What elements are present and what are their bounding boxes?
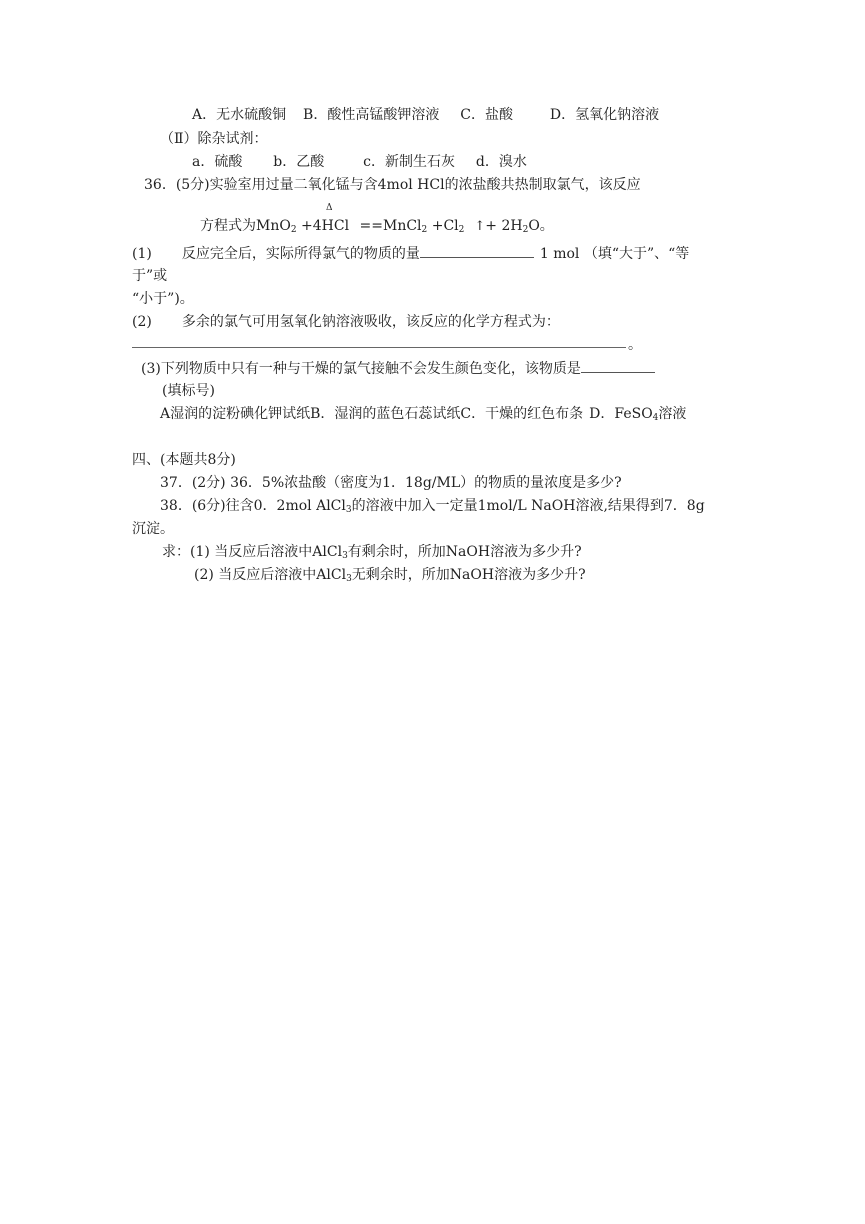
equals-sign: ==: [359, 218, 383, 234]
q36-part1-cont1: 于”或: [132, 268, 168, 284]
q36-part3-options: A湿润的淀粉碘化钾试纸B．湿润的蓝色石蕊试纸C．干燥的红色布条 D．FeSO$_4$溶液: [160, 406, 687, 423]
q36-part1: (1) 反应完全后，实际所得氯气的物质的量 1 mol （填“大于”、“等: [132, 246, 690, 262]
q36-part3: (3)下列物质中只有一种与干燥的氯气接触不会发生颜色变化，该物质是: [141, 359, 655, 378]
q38-ask-1: 求：(1) 当反应后溶液中AlCl$_3$有剩余时，所加NaOH溶液为多少升?: [162, 544, 582, 561]
part2-heading: （Ⅱ）除杂试剂：: [160, 131, 268, 147]
answer-line[interactable]: [132, 347, 626, 348]
option-c: C．盐酸: [460, 107, 513, 123]
option-a: A．无水硫酸铜: [192, 107, 287, 123]
reagent-d: d．溴水: [475, 154, 527, 170]
answer-blank-3[interactable]: [581, 359, 655, 373]
up-arrow-icon: ↑: [474, 219, 486, 234]
q38-ask-2: (2) 当反应后溶液中AlCl$_3$无剩余时，所加NaOH溶液为多少升?: [194, 567, 586, 584]
section4-title: 四、(本题共8分): [132, 452, 236, 468]
q36-part1-cont2: “小于”)。: [132, 291, 194, 307]
reagent-b: b．乙酸: [273, 154, 325, 170]
delta-symbol: Δ: [326, 203, 333, 213]
q37: 37．(2分) 36．5%浓盐酸（密度为1．18g/ML）的物质的量浓度是多少?: [160, 475, 622, 491]
reagents-line: [192, 153, 527, 171]
q38-line1: 38．(6分)往含0．2mol AlCl$_3$的溶液中加入一定量1mol/L NaOH溶液,结果得到7．8g: [160, 498, 705, 515]
option-b: B．酸性高锰酸钾溶液: [303, 107, 440, 123]
q36-part2: (2) 多余的氯气可用氢氧化钠溶液吸收，该反应的化学方程式为：: [132, 314, 560, 330]
q36-part2-end: 。: [628, 337, 642, 353]
q36-stem: 36．(5分)实验室用过量二氧化锰与含4mol HCl的浓盐酸共热制取氯气，该反应: [144, 177, 641, 193]
q36-equation: 方程式为MnO$_2$ +4HCl ==MnCl$_2$ $+Cl_2$ ↑+ $2H_2O$。: [200, 218, 554, 235]
option-d: D．氢氧化钠溶液: [549, 107, 660, 123]
q38-line2: 沉淀。: [132, 521, 174, 537]
answer-blank[interactable]: [420, 244, 534, 258]
q36-part3-note: (填标号): [162, 383, 215, 399]
reagent-c: c．新制生石灰: [363, 154, 455, 170]
q35-options-line: [192, 106, 659, 124]
reagent-a: a．硫酸: [192, 154, 243, 170]
